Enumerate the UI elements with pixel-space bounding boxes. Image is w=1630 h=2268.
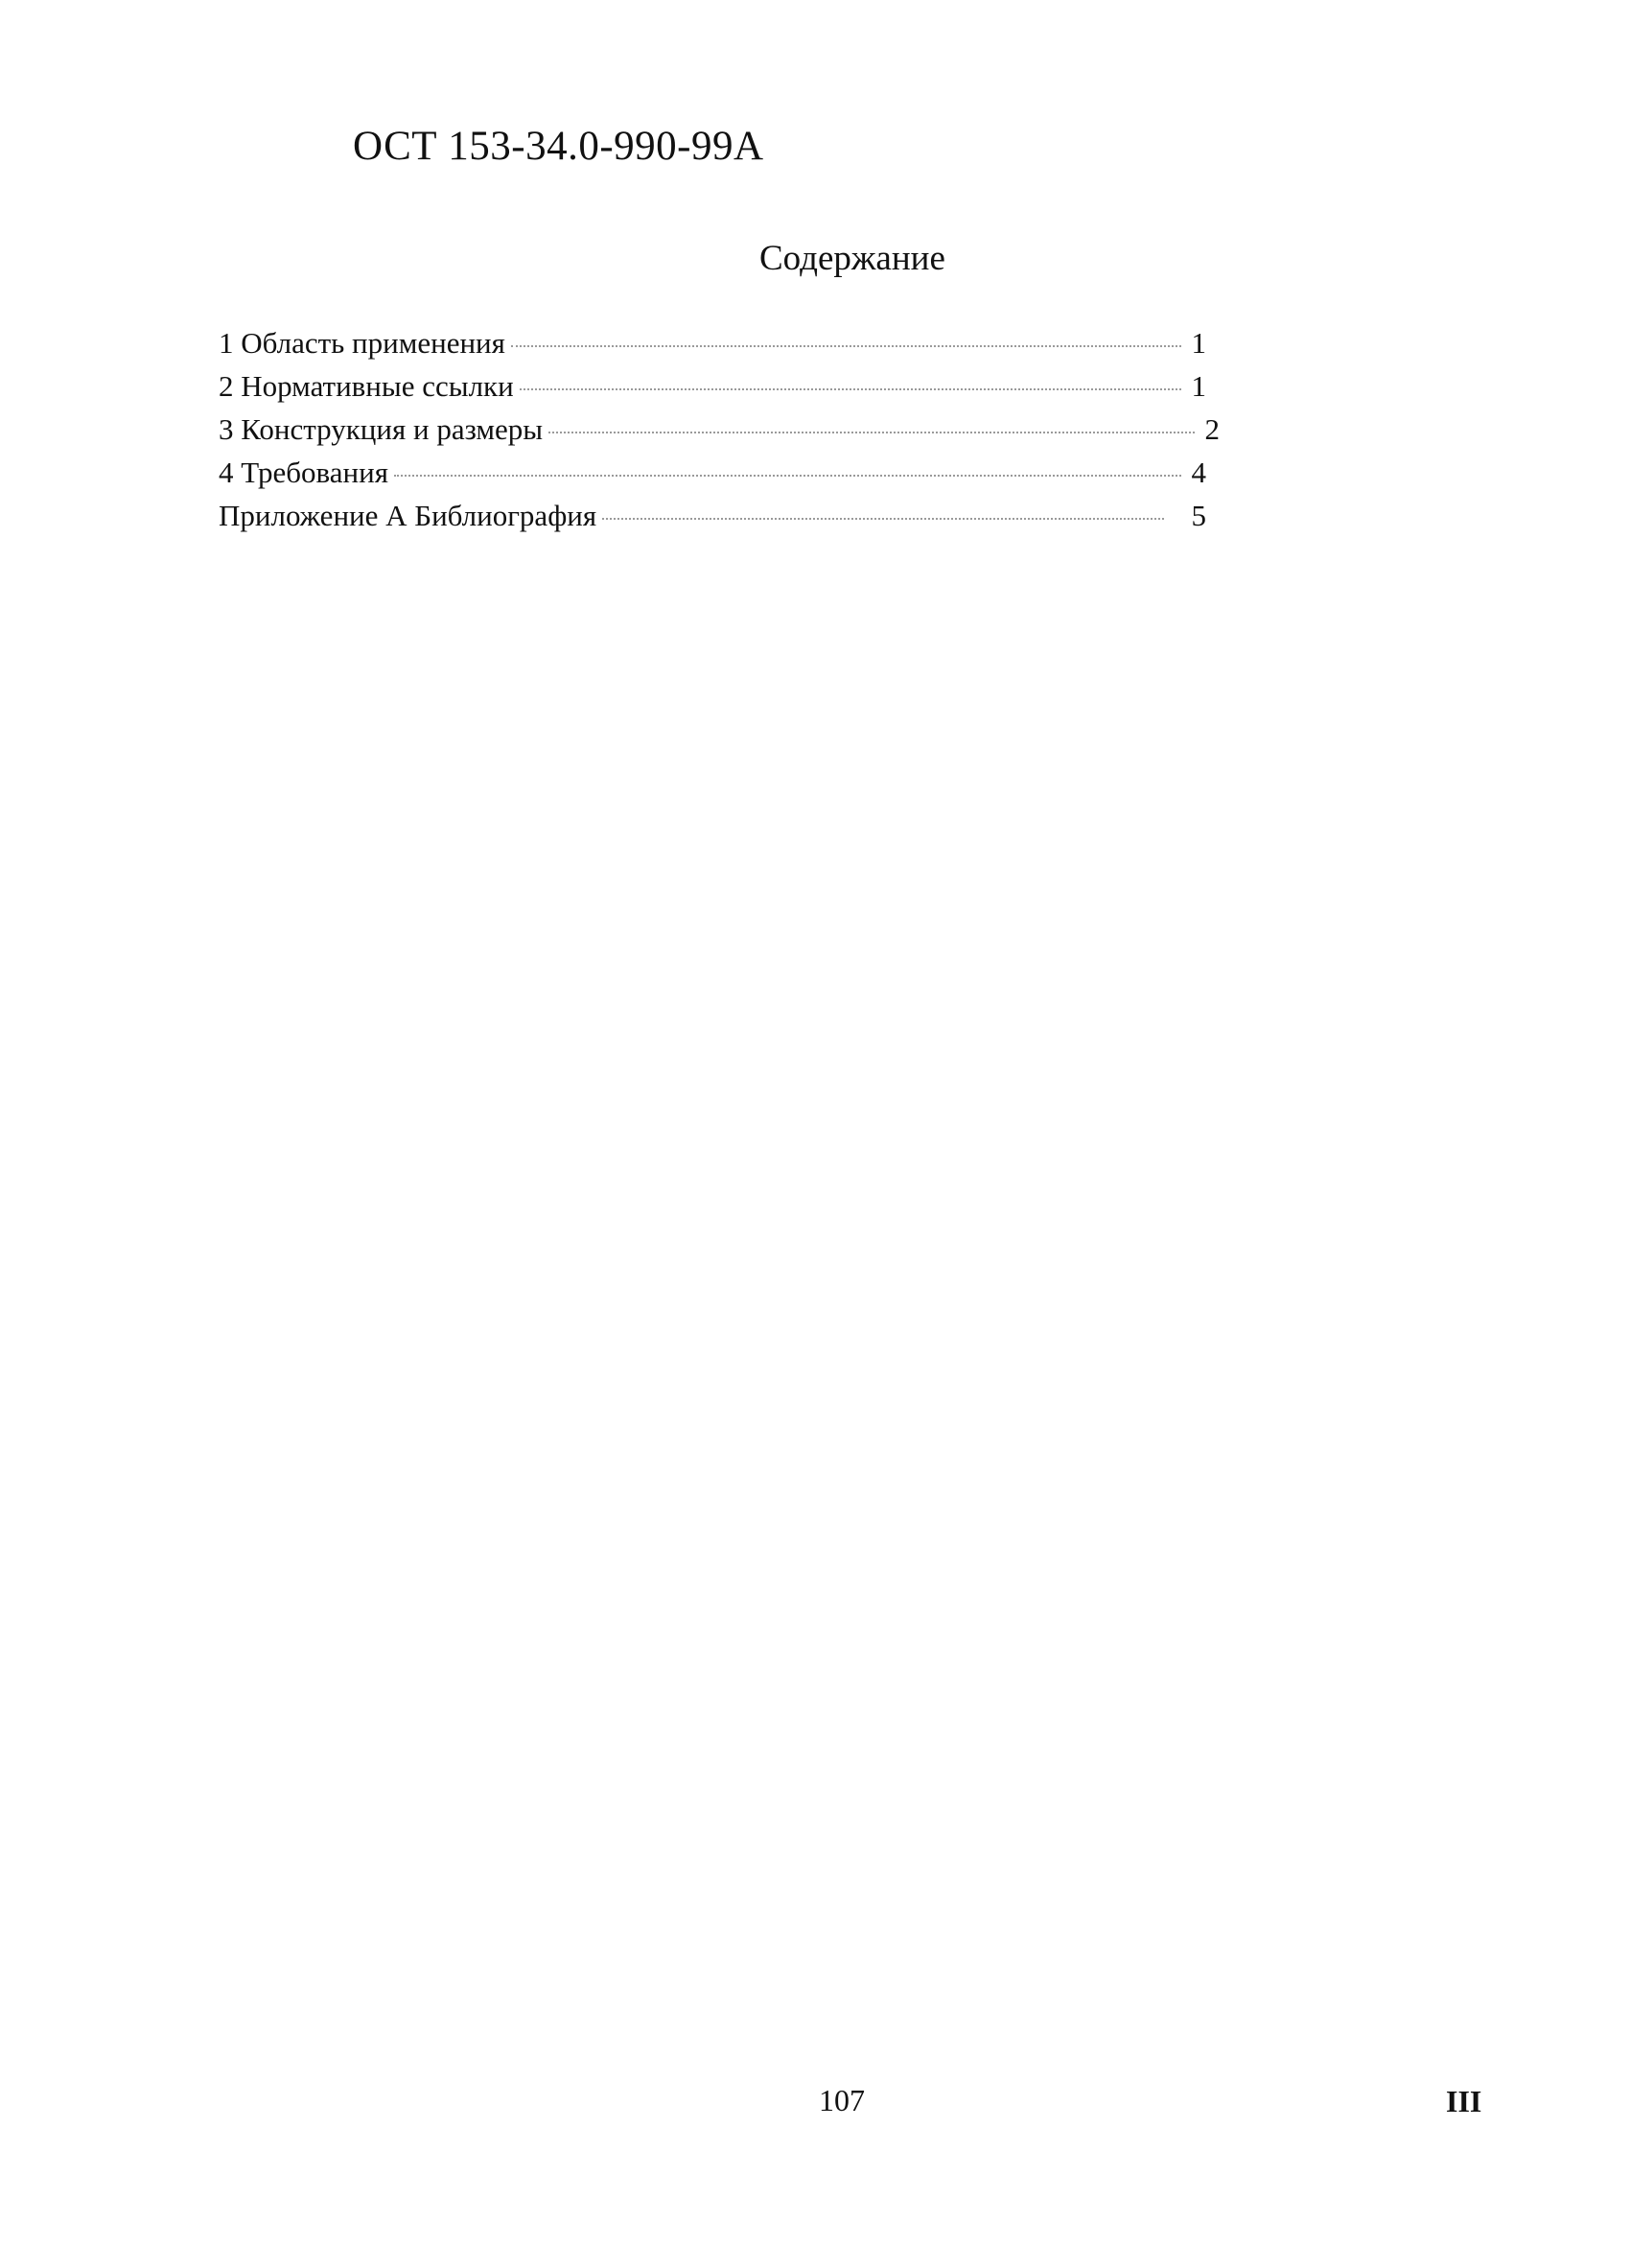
toc-entry-label: 3 Конструкция и размеры: [219, 412, 544, 446]
toc-entry: [219, 364, 1206, 408]
toc-title: Содержание: [759, 239, 945, 278]
document-code: ОСТ 153-34.0-990-99А: [353, 124, 764, 169]
toc-entry-page: 1: [1191, 369, 1206, 403]
table-of-contents: [219, 321, 1220, 537]
toc-dot-leader: [548, 431, 1195, 433]
toc-entry-page: 4: [1191, 456, 1206, 489]
toc-entry: [219, 321, 1206, 364]
toc-dot-leader: [394, 474, 1181, 477]
toc-entry-label: Приложение А Библиография: [219, 499, 597, 532]
toc-entry-page: 1: [1191, 326, 1206, 360]
toc-entry-label: 1 Область применения: [219, 326, 505, 360]
toc-entry: [219, 451, 1206, 494]
toc-dot-leader: [602, 517, 1164, 520]
page-number: 107: [819, 2083, 865, 2117]
toc-entry-label: 4 Требования: [219, 456, 388, 489]
toc-dot-leader: [520, 387, 1181, 390]
toc-entry: [219, 494, 1206, 537]
toc-entry-page: 2: [1204, 412, 1220, 446]
roman-page-number: III: [1446, 2084, 1482, 2118]
toc-dot-leader: [511, 344, 1181, 347]
toc-entry: [219, 408, 1220, 451]
toc-entry-label: 2 Нормативные ссылки: [219, 369, 514, 403]
toc-entry-page: 5: [1191, 499, 1206, 532]
